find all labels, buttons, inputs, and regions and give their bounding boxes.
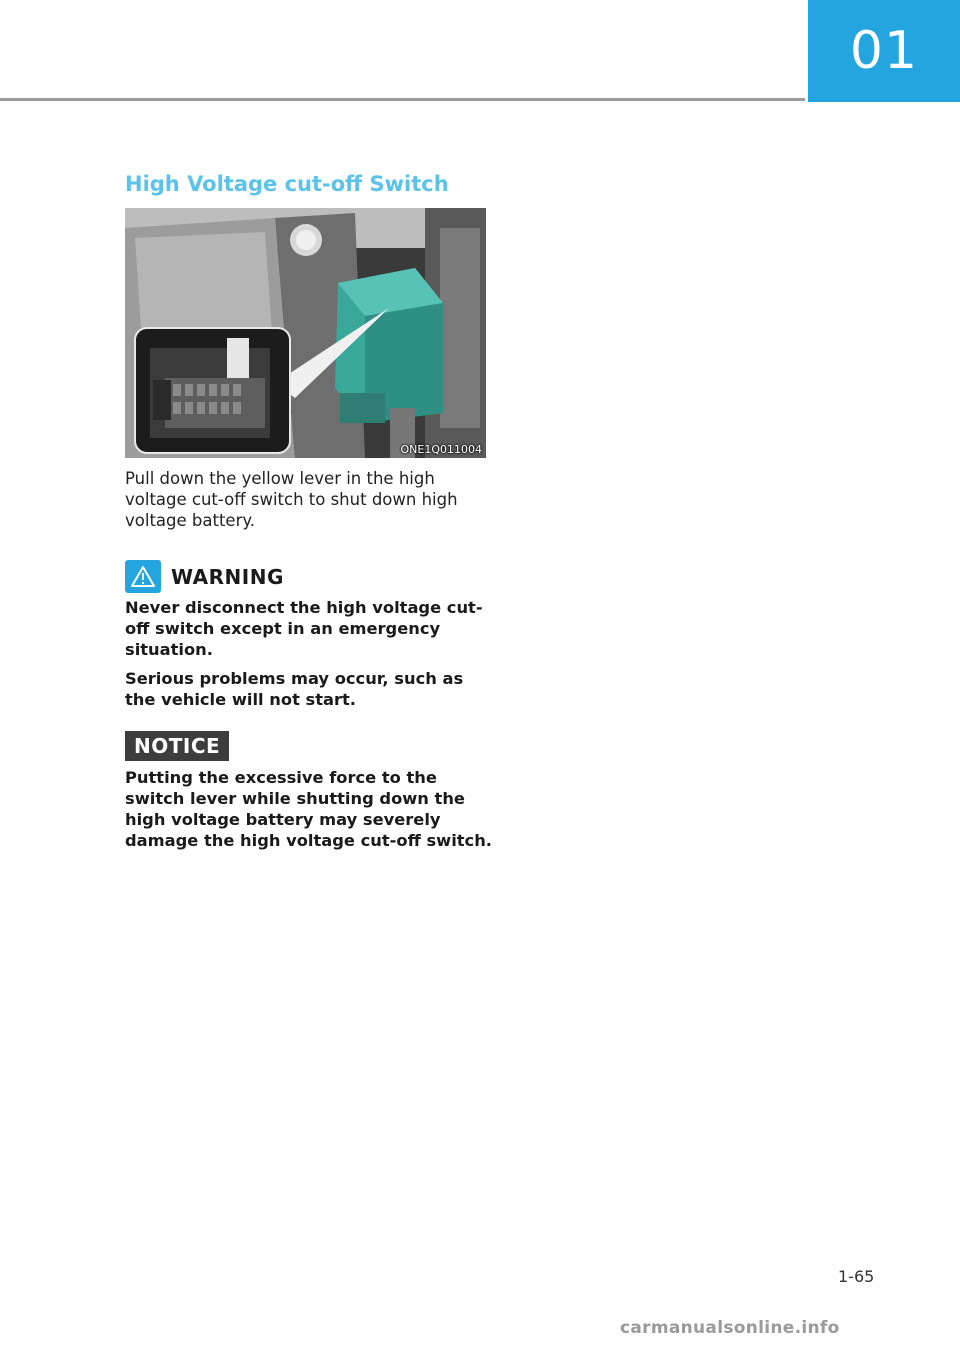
instruction-paragraph: Pull down the yellow lever in the high voltage cut-off switch to shut down high voltage battery. bbox=[125, 469, 458, 530]
notice-paragraph: Putting the excessive force to the switch lever while shutting down the high voltage battery may severely damage the high voltage cut-off switch. bbox=[125, 768, 492, 850]
notice-body bbox=[125, 767, 500, 859]
page-number: 1-65 bbox=[838, 1267, 875, 1286]
warning-triangle-icon bbox=[125, 560, 161, 593]
chapter-tab bbox=[808, 0, 960, 102]
warning-label: WARNING bbox=[171, 564, 284, 589]
figure-code: ONE1Q011004 bbox=[400, 443, 482, 456]
engine-bay-photo bbox=[125, 208, 486, 458]
engine-bay-illustration bbox=[125, 208, 486, 458]
warning-paragraph: Serious problems may occur, such as the vehicle will not start. bbox=[125, 669, 464, 709]
warning-body bbox=[125, 597, 495, 718]
header-rule bbox=[0, 98, 805, 101]
watermark: carmanualsonline.info bbox=[620, 1318, 840, 1338]
warning-paragraph: Never disconnect the high voltage cut-off switch except in an emergency situation. bbox=[125, 598, 483, 659]
warning-header bbox=[125, 560, 284, 593]
section-title: High Voltage cut-off Switch bbox=[125, 172, 449, 196]
chapter-number: 01 bbox=[849, 21, 919, 81]
notice-badge: NOTICE bbox=[125, 731, 229, 761]
